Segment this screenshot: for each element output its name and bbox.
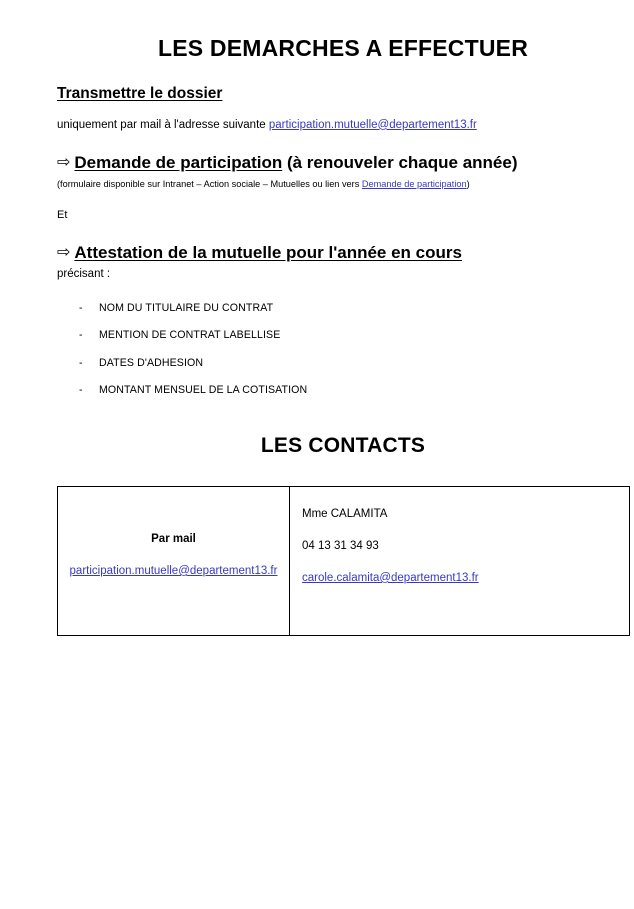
list-item xyxy=(57,358,629,369)
bullet-dash-icon: - xyxy=(79,301,83,314)
contacts-cell-person xyxy=(290,486,630,635)
list-item xyxy=(57,330,629,341)
document-content xyxy=(57,0,629,636)
contacts-mail-email-row xyxy=(64,547,283,579)
contacts-cell-person-inner xyxy=(290,487,629,586)
bullet-dash-icon: - xyxy=(79,384,83,397)
section-attestation xyxy=(57,223,629,396)
demande-note-before: (formulaire disponible sur Intranet – Action sociale – Mutuelles ou lien vers xyxy=(57,179,362,190)
par-mail-label: Par mail xyxy=(151,532,196,545)
contacts-table xyxy=(57,486,630,636)
contact-person-name: Mme CALAMITA xyxy=(302,507,388,520)
section-transmettre xyxy=(57,61,629,133)
bullet-dash-icon: - xyxy=(79,356,83,369)
demande-note xyxy=(57,174,629,191)
section-demande-participation xyxy=(57,133,629,191)
right-arrow-icon: ⇨ xyxy=(57,152,71,172)
page-title: LES DEMARCHES A EFFECTUER xyxy=(157,35,529,61)
bullet-dash-icon: - xyxy=(79,329,83,342)
section-heading-attestation xyxy=(57,223,629,264)
contacts-cell-mail xyxy=(58,486,290,635)
contacts-cell-mail-inner xyxy=(58,487,289,579)
section-heading-transmettre: Transmettre le dossier xyxy=(57,85,223,103)
attestation-requirements-list xyxy=(57,282,629,396)
contact-person-email-link[interactable]: carole.calamita@departement13.fr xyxy=(302,571,479,584)
contacts-title: LES CONTACTS xyxy=(260,433,426,457)
demande-note-after: ) xyxy=(466,179,470,190)
contact-person-phone: 04 13 31 34 93 xyxy=(302,539,379,552)
transmettre-intro-paragraph xyxy=(57,104,629,134)
demande-heading-rest: (à renouveler chaque année) xyxy=(286,153,518,173)
demande-heading-underlined: Demande de participation xyxy=(74,153,283,173)
connector-et: Et xyxy=(57,209,68,222)
table-row xyxy=(58,486,630,635)
list-item-label: MONTANT MENSUEL DE LA COTISATION xyxy=(99,384,308,397)
contacts-participation-email-link[interactable]: participation.mutuelle@departement13.fr xyxy=(69,564,278,577)
right-arrow-icon: ⇨ xyxy=(57,241,71,261)
list-item xyxy=(57,303,629,314)
attestation-lead-in: précisant : xyxy=(57,267,111,280)
section-contacts xyxy=(57,396,629,636)
list-item-label: NOM DU TITULAIRE DU CONTRAT xyxy=(99,301,274,314)
contact-person-email-row xyxy=(302,554,629,586)
participation-email-link[interactable]: participation.mutuelle@departement13.fr xyxy=(268,118,477,131)
list-item-label: DATES D'ADHESION xyxy=(99,356,204,369)
demande-participation-link[interactable]: Demande de participation xyxy=(361,179,467,190)
transmettre-intro-text: uniquement par mail à l'adresse suivante xyxy=(57,118,266,131)
section-heading-demande xyxy=(57,133,629,174)
attestation-heading-text: Attestation de la mutuelle pour l'année en cours xyxy=(74,242,462,262)
list-item xyxy=(57,385,629,396)
list-item-label: MENTION DE CONTRAT LABELLISE xyxy=(99,329,281,342)
